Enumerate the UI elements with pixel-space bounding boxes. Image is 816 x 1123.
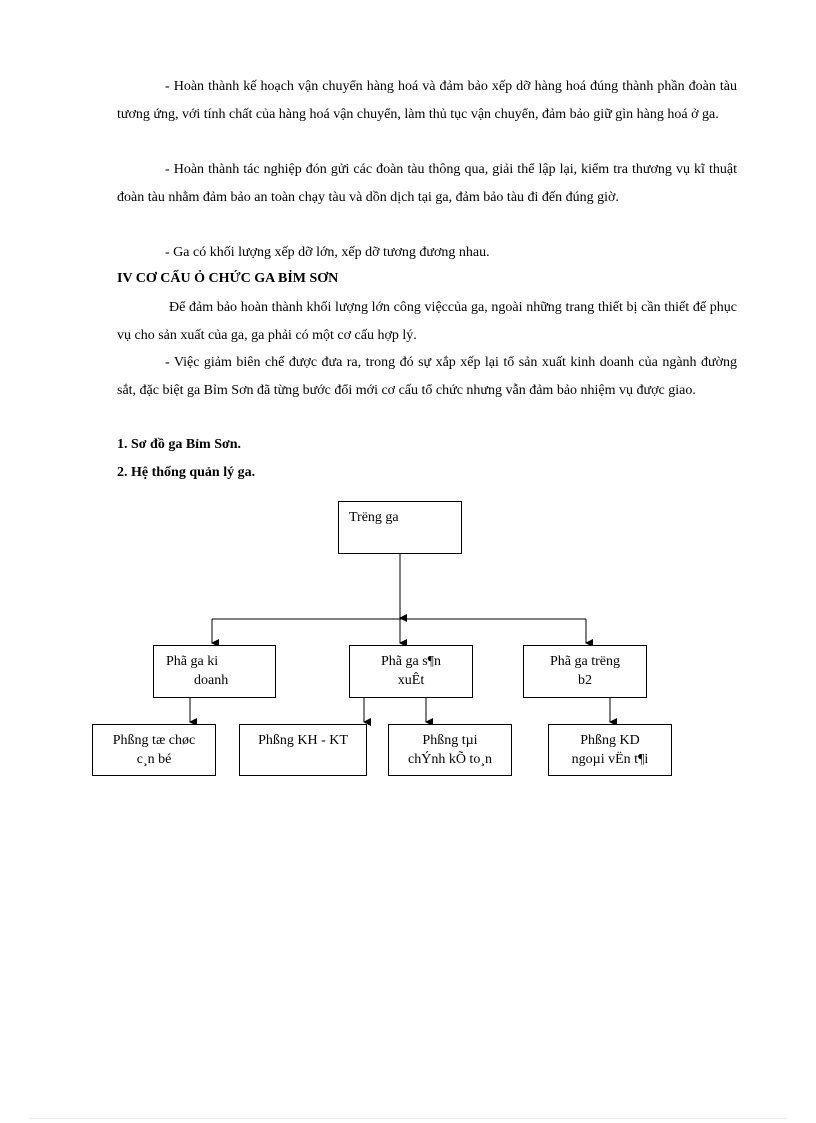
paragraph-2: - Hoàn thành tác nghiệp đón gửi các đoàn tàu thông qua, giải thể lập lại, kiểm tra thương vụ kĩ thuật đoàn tàu nhằm đảm bảo an toàn chạy tàu và dồn dịch tại ga, đảm bảo tàu đi đến đúng giờ. xyxy=(117,162,737,205)
org-box-deputy-master-line2: b2 xyxy=(578,673,592,688)
org-box-organization-dept-line2: c¸n bé xyxy=(136,752,172,767)
org-box-external-business-dept xyxy=(548,724,672,776)
org-box-external-business-dept-line2: ngoµi vËn t¶i xyxy=(571,752,649,767)
subheading-management-system: 2. Hệ thống quản lý ga. xyxy=(117,465,256,480)
org-box-finance-dept-line1: Phßng tµi xyxy=(422,733,478,748)
org-box-finance-dept-line2: chÝnh kÕ to¸n xyxy=(408,752,492,767)
paragraph-3: - Ga có khối lượng xếp dỡ lớn, xếp dỡ tương đương nhau. xyxy=(165,245,490,260)
org-box-deputy-production-line1: Phã ga s¶n xyxy=(380,654,441,669)
org-box-deputy-production-line2: xuÊt xyxy=(397,673,425,688)
org-box-organization-dept xyxy=(92,724,216,776)
page-bottom-divider xyxy=(30,1118,786,1119)
org-box-deputy-business-line1: Phã ga ki xyxy=(166,654,219,669)
section-title: IV CƠ CẤU Ỏ CHỨC GA BỈM SƠN xyxy=(117,271,339,286)
section-paragraph-1: Để đảm bảo hoàn thành khối lượng lớn công việccủa ga, ngoài những trang thiết bị cần thiết để phục vụ cho sản xuất của ga, ga phải có một cơ cấu hợp lý. xyxy=(117,300,737,343)
org-box-planning-dept xyxy=(239,724,367,776)
section-paragraph-2: - Việc giảm biên chế được đưa ra, trong đó sự xắp xếp lại tổ sản xuất kinh doanh của ngành đường sắt, đặc biệt ga Bỉm Sơn đã từng bước đổi mới cơ cấu tổ chức nhưng vẫn đảm bảo nhiệm vụ được giao. xyxy=(117,355,737,398)
paragraph-1: - Hoàn thành kế hoạch vận chuyển hàng hoá và đảm bảo xếp dỡ hàng hoá đúng thành phần đoàn tàu tương ứng, với tính chất của hàng hoá vận chuyển, làm thủ tục vận chuyển, đảm bảo giữ gìn hàng hoá ở ga. xyxy=(117,79,737,122)
subheading-station-map: 1. Sơ đồ ga Bỉm Sơn. xyxy=(117,437,242,452)
org-box-deputy-business xyxy=(153,645,276,698)
org-box-external-business-dept-line1: Phßng KD xyxy=(580,733,640,748)
org-box-deputy-master xyxy=(523,645,647,698)
org-box-station-master xyxy=(338,501,462,554)
org-box-deputy-business-line2: doanh xyxy=(194,673,229,688)
org-box-deputy-production xyxy=(349,645,473,698)
org-box-organization-dept-line1: Phßng tæ chøc xyxy=(112,733,196,748)
org-box-deputy-master-line1: Phã ga trëng xyxy=(550,654,620,669)
org-box-finance-dept xyxy=(388,724,512,776)
org-box-station-master-label: Trëng ga xyxy=(349,510,399,525)
org-box-planning-dept-line1: Phßng KH - KT xyxy=(258,733,348,748)
